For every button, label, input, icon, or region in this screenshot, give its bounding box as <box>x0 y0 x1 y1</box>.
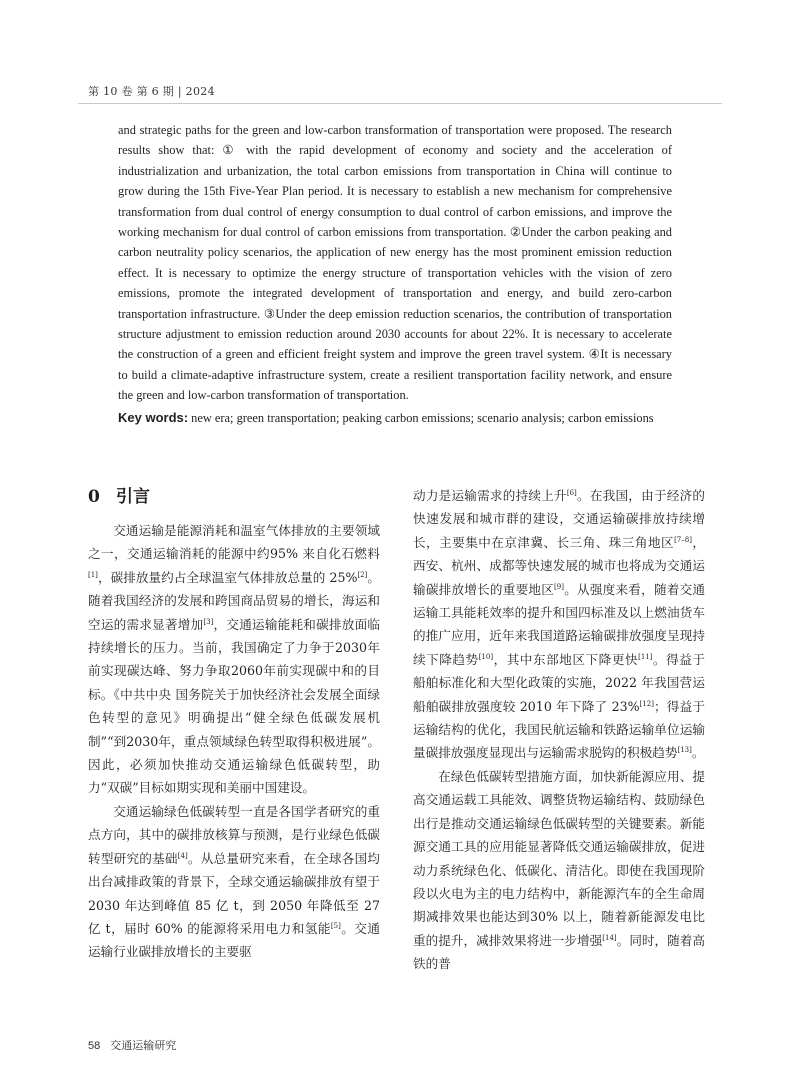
right-column <box>413 484 705 976</box>
text-run: 交通运输是能源消耗和温室气体排放的主要领域之一，交通运输消耗的能源中约95% 来自化石燃料 <box>88 523 380 562</box>
keywords-text: new era; green transportation; peaking carbon emissions; scenario analysis; carbon emissions <box>188 410 654 425</box>
keywords-label: Key words: <box>118 409 189 425</box>
text-run: ，西安、杭州、成都等快速发展的城市也将成为交通运输碳排放增长的重要地区 <box>413 534 706 597</box>
citation: [5] <box>330 921 341 930</box>
citation: [4] <box>177 851 188 860</box>
paragraph <box>88 519 380 800</box>
text-run: 。交通运输行业碳排放增长的主要驱 <box>88 920 381 960</box>
section-title: 引言 <box>116 487 150 507</box>
text-run: 。随着我国经济的发展和跨国商品贸易的增长，海运和空运的需求显著增加 <box>88 569 380 632</box>
text-run: 。 <box>691 745 705 761</box>
citation: [12] <box>639 699 654 708</box>
running-header <box>88 83 215 99</box>
text-run: 。同时，随着高铁的普 <box>413 932 706 972</box>
keywords <box>118 408 672 428</box>
citation: [7–8] <box>674 535 692 544</box>
text-run: ；得益于运输结构的优化，我国民航运输和铁路运输单位运输量碳排放强度显现出与运输需求脱钩的积极趋势 <box>413 698 705 761</box>
left-column <box>88 485 380 964</box>
section-number: 0 <box>88 487 100 507</box>
text-run: 。在我国，由于经济的快速发展和城市群的建设，交通运输碳排放持续增长，主要集中在京津冀、长三角、珠三角地区 <box>413 488 706 550</box>
header-divider <box>78 103 722 104</box>
citation: [10] <box>478 652 494 661</box>
paragraph <box>413 484 705 765</box>
citation: [2] <box>357 570 368 579</box>
text-run: 。得益于船舶标准化和大型化政策的实施，2022 年我国营运船舶碳排放强度较 2010 年下降了 23% <box>413 651 706 714</box>
paragraph <box>413 765 705 976</box>
citation: [6] <box>566 489 577 497</box>
abstract-text: and strategic paths for the green and low-carbon transformation of transportation were proposed. The research results show that: ① with the rapid development of economy and society and the acceleration of industrialization and urbanization, the total carbon emissions from transportation in China will continue to grow during the 15th Five-Year Plan period. It is necessary to establish a new mechanism for comprehensive transformation from dual control of energy consumption to dual control of carbon emissions, and improve the working mechanism for dual control of carbon emissions from transportation. ②Under the carbon peaking and carbon neutrality policy scenarios, the application of new energy has the most prominent emission reduction effect. It is necessary to optimize the energy structure of transportation vehicles with the vision of zero emissions, promote the integrated development of transportation and energy, and build zero-carbon transportation infrastructure. ③Under the deep emission reduction scenarios, the contribution of transportation structure adjustment to emission reduction around 2030 accounts for about 22%. It is necessary to accelerate the construction of a green and efficient freight system and improve the green travel system. ④It is necessary to build a climate-adaptive infrastructure system, create a resilient transportation facility network, and ensure the green and low-carbon transformation of transportation. <box>118 123 672 403</box>
citation: [1] <box>88 570 98 579</box>
text-run: 交通运输绿色低碳转型一直是各国学者研究的重点方向，其中的碳排放核算与预测，是行业绿色低碳转型研究的基础 <box>88 803 380 866</box>
citation: [9] <box>554 582 564 591</box>
page-number: 58 <box>88 1040 101 1052</box>
issue-info: 第 10 卷 第 6 期 | 2024 <box>88 85 215 98</box>
text-run: 。从强度来看，随着交通运输工具能耗效率的提升和国四标准及以上燃油货车的推广应用，近年来我国道路运输碳排放强度呈现持续下降趋势 <box>413 581 706 667</box>
text-run: 。从总量研究来看，在全球各国均出台减排政策的背景下，全球交通运输碳排放有望于 2030 年达到峰值 85 亿 t，到 2050 年降低至 27 亿 t，届时 60% 的能源将采用电力和氢能 <box>88 850 381 936</box>
citation: [3] <box>203 617 214 626</box>
paragraph <box>88 800 380 964</box>
citation: [14] <box>602 933 617 942</box>
journal-name: 交通运输研究 <box>110 1039 177 1052</box>
english-abstract <box>118 120 672 428</box>
text-run: ，其中东部地区下降更快 <box>493 651 639 667</box>
text-run: 动力是运输需求的持续上升 <box>413 488 567 503</box>
text-run: ，交通运输能耗和碳排放面临持续增长的压力。当前，我国确定了力争于2030年前实现碳达峰、努力争取2060年前实现碳中和的目标。《中共中央 国务院关于加快经济社会发展全面绿色转型的意见》明确提出“健全绿色低碳发展机制”“到2030年，重点领域绿色转型取得积极进展”。因此，必须加快推动交通运输绿色低碳转型，助力“双碳”目标如期实现和美丽中国建设。 <box>88 616 381 796</box>
citation: [11] <box>638 652 653 661</box>
text-run: 在绿色低碳转型措施方面，加快新能源应用、提高交通运载工具能效、调整货物运输结构、鼓励绿色出行是推动交通运输绿色低碳转型的关键要素。新能源交通工具的应用能显著降低交通运输碳排放，促进动力系统绿色化、低碳化、清洁化。即使在我国现阶段以火电为主的电力结构中，新能源汽车的全生命周期减排效果也能达到30% 以上，随着新能源发电比重的提升，减排效果将进一步增强 <box>413 768 705 948</box>
text-run: ，碳排放量约占全球温室气体排放总量的 25% <box>97 569 358 585</box>
page-footer <box>88 1037 176 1053</box>
section-heading <box>88 485 380 509</box>
citation: [13] <box>677 746 692 755</box>
